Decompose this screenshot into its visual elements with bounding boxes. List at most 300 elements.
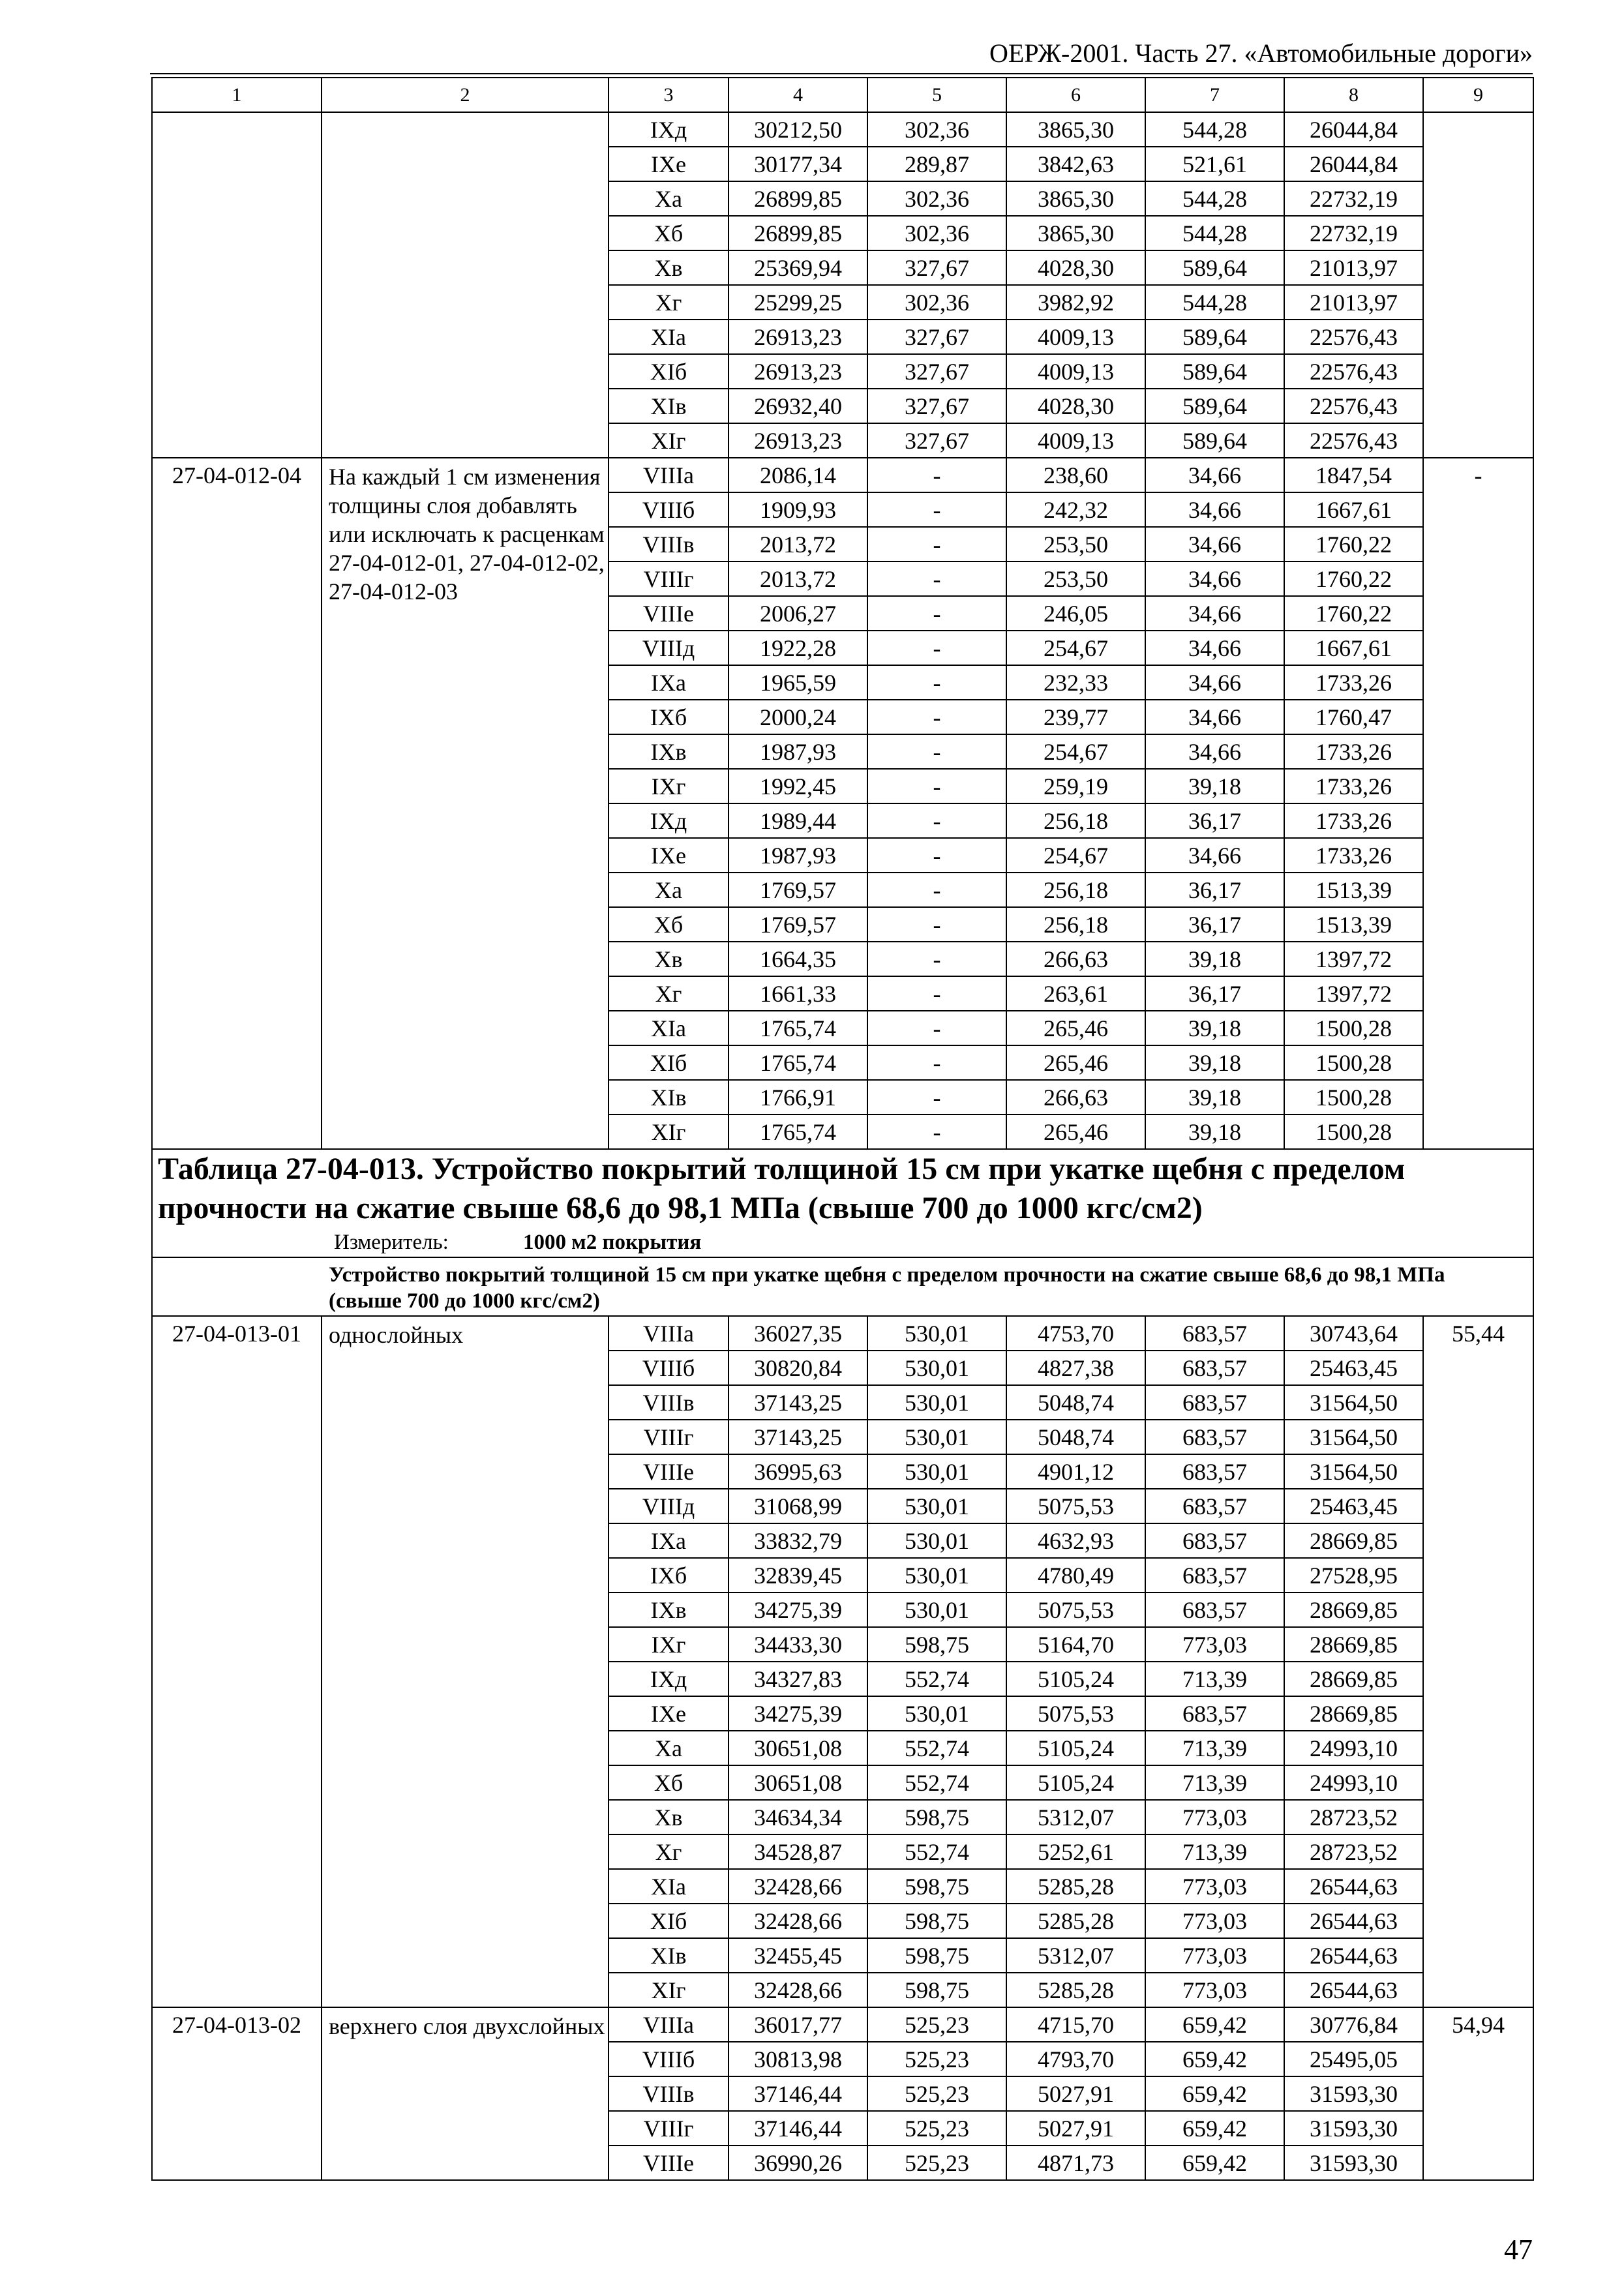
table-title-row	[152, 1149, 1533, 1257]
table-cell: -	[867, 907, 1006, 942]
table-cell: 26913,23	[729, 423, 867, 458]
table-cell: 34,66	[1145, 631, 1284, 665]
table-cell: IXе	[609, 838, 729, 873]
table-cell: 36990,26	[729, 2146, 867, 2180]
table-cell: 1760,22	[1284, 527, 1423, 561]
table-cell: 525,23	[867, 2076, 1006, 2111]
table-cell: 5075,53	[1006, 1696, 1145, 1731]
table-cell: 302,36	[867, 216, 1006, 250]
table-cell: 27528,95	[1284, 1558, 1423, 1593]
table-cell: 265,46	[1006, 1045, 1145, 1080]
table-cell: 598,75	[867, 1800, 1006, 1834]
table-cell: 30743,64	[1284, 1316, 1423, 1351]
table-subtitle-row	[152, 1257, 1533, 1316]
table-title-cell	[152, 1149, 1533, 1257]
table-cell: 1667,61	[1284, 492, 1423, 527]
table-cell: 1760,47	[1284, 700, 1423, 734]
table-cell: XIа	[609, 1869, 729, 1904]
table-cell: 34,66	[1145, 700, 1284, 734]
table-cell: XIв	[609, 389, 729, 423]
table-cell: -	[867, 976, 1006, 1011]
table-cell: 28669,85	[1284, 1627, 1423, 1662]
table-cell: IXб	[609, 1558, 729, 1593]
table-cell: 525,23	[867, 2146, 1006, 2180]
table-cell: 773,03	[1145, 1869, 1284, 1904]
table-cell: 36,17	[1145, 803, 1284, 838]
table-cell: 713,39	[1145, 1765, 1284, 1800]
table-cell: VIIIг	[609, 2111, 729, 2146]
table-cell: VIIIа	[609, 458, 729, 492]
table-cell: IXд	[609, 112, 729, 147]
table-cell: 1989,44	[729, 803, 867, 838]
table-cell: -	[867, 665, 1006, 700]
table-cell: 530,01	[867, 1489, 1006, 1523]
table-cell: Xг	[609, 1834, 729, 1869]
table-cell: VIIIг	[609, 561, 729, 596]
table-cell: 254,67	[1006, 631, 1145, 665]
table-cell: 31593,30	[1284, 2111, 1423, 2146]
table-cell: 32428,66	[729, 1904, 867, 1938]
table-cell: -	[867, 734, 1006, 769]
table-cell: 256,18	[1006, 803, 1145, 838]
table-cell: 525,23	[867, 2111, 1006, 2146]
table-cell: 26544,63	[1284, 1904, 1423, 1938]
table-cell: 1765,74	[729, 1115, 867, 1149]
table-cell: 1765,74	[729, 1011, 867, 1045]
table-cell: 256,18	[1006, 907, 1145, 942]
table-cell: 3842,63	[1006, 147, 1145, 181]
table-cell: 21013,97	[1284, 250, 1423, 285]
table-cell: 5105,24	[1006, 1765, 1145, 1800]
table-cell: VIIIв	[609, 2076, 729, 2111]
table-cell: 34,66	[1145, 665, 1284, 700]
table-cell: 25463,45	[1284, 1489, 1423, 1523]
table-cell: 327,67	[867, 320, 1006, 354]
table-row	[152, 458, 1533, 492]
table-cell: 683,57	[1145, 1696, 1284, 1731]
table-cell: Xв	[609, 250, 729, 285]
table-cell: 2013,72	[729, 527, 867, 561]
table-cell: 36995,63	[729, 1454, 867, 1489]
table-cell: 253,50	[1006, 561, 1145, 596]
table-cell: 22732,19	[1284, 181, 1423, 216]
table-cell: 37146,44	[729, 2076, 867, 2111]
table-cell: 1513,39	[1284, 873, 1423, 907]
table-cell: 34,66	[1145, 734, 1284, 769]
rate-description: однослойных	[322, 1316, 609, 2007]
table-cell: 1765,74	[729, 1045, 867, 1080]
table-cell: 32428,66	[729, 1869, 867, 1904]
table-cell: 253,50	[1006, 527, 1145, 561]
table-cell: 5027,91	[1006, 2076, 1145, 2111]
table-cell: 659,42	[1145, 2111, 1284, 2146]
table-cell: 254,67	[1006, 838, 1145, 873]
table-cell: 5048,74	[1006, 1420, 1145, 1454]
table-cell: 26044,84	[1284, 112, 1423, 147]
table-cell: Xб	[609, 907, 729, 942]
table-cell: 26544,63	[1284, 1869, 1423, 1904]
table-cell: -	[867, 561, 1006, 596]
column-number: 5	[867, 78, 1006, 112]
table-cell: 544,28	[1145, 216, 1284, 250]
table-cell: 263,61	[1006, 976, 1145, 1011]
table-cell: 5312,07	[1006, 1938, 1145, 1973]
table-cell: 28723,52	[1284, 1834, 1423, 1869]
table-cell: 37143,25	[729, 1420, 867, 1454]
table-cell: XIг	[609, 1115, 729, 1149]
table-cell: -	[867, 942, 1006, 976]
table-cell: 683,57	[1145, 1351, 1284, 1385]
table-cell: 26044,84	[1284, 147, 1423, 181]
table-cell: IXд	[609, 1662, 729, 1696]
table-cell: VIIIд	[609, 1489, 729, 1523]
table-cell: 3982,92	[1006, 285, 1145, 320]
table-cell: 22576,43	[1284, 320, 1423, 354]
column-number: 2	[322, 78, 609, 112]
table-cell: 1500,28	[1284, 1011, 1423, 1045]
column-number: 6	[1006, 78, 1145, 112]
table-cell: 589,64	[1145, 354, 1284, 389]
table-cell: 25369,94	[729, 250, 867, 285]
table-cell: 31068,99	[729, 1489, 867, 1523]
table-cell: 3865,30	[1006, 216, 1145, 250]
labor-cost: 55,44	[1423, 1316, 1533, 2007]
table-cell: 525,23	[867, 2042, 1006, 2076]
table-cell: 525,23	[867, 2007, 1006, 2042]
table-cell: 28723,52	[1284, 1800, 1423, 1834]
table-cell: XIб	[609, 1904, 729, 1938]
column-number: 7	[1145, 78, 1284, 112]
table-cell: 22576,43	[1284, 423, 1423, 458]
table-cell: 26913,23	[729, 354, 867, 389]
table-cell: 22732,19	[1284, 216, 1423, 250]
table-cell: 302,36	[867, 112, 1006, 147]
meter-label: Измеритель:	[334, 1231, 449, 1254]
table-cell: 39,18	[1145, 942, 1284, 976]
column-number: 4	[729, 78, 867, 112]
table-cell: 1847,54	[1284, 458, 1423, 492]
table-cell: 530,01	[867, 1385, 1006, 1420]
table-cell: IXа	[609, 1523, 729, 1558]
table-cell: 22576,43	[1284, 354, 1423, 389]
page-number: 47	[1504, 2234, 1533, 2266]
table-cell: XIг	[609, 423, 729, 458]
table-cell: 659,42	[1145, 2076, 1284, 2111]
table-cell: 28669,85	[1284, 1696, 1423, 1731]
table-cell: IXв	[609, 1593, 729, 1627]
table-cell: 2006,27	[729, 596, 867, 631]
table-cell: IXв	[609, 734, 729, 769]
table-cell: 3865,30	[1006, 181, 1145, 216]
table-cell: 266,63	[1006, 1080, 1145, 1115]
table-cell: 589,64	[1145, 389, 1284, 423]
table-cell: 31564,50	[1284, 1420, 1423, 1454]
table-cell: 21013,97	[1284, 285, 1423, 320]
meter-line	[158, 1228, 1529, 1257]
table-cell: 683,57	[1145, 1523, 1284, 1558]
table-cell: 302,36	[867, 181, 1006, 216]
table-cell: 530,01	[867, 1420, 1006, 1454]
table-cell: 1733,26	[1284, 665, 1423, 700]
table-cell: -	[867, 769, 1006, 803]
table-cell: XIв	[609, 1080, 729, 1115]
table-cell: 327,67	[867, 354, 1006, 389]
table-cell: 28669,85	[1284, 1523, 1423, 1558]
table-cell: 544,28	[1145, 285, 1284, 320]
table-cell: 25495,05	[1284, 2042, 1423, 2076]
table-cell: 30813,98	[729, 2042, 867, 2076]
table-cell: 552,74	[867, 1731, 1006, 1765]
table-cell: 1733,26	[1284, 734, 1423, 769]
rate-code: 27-04-012-04	[152, 458, 322, 1149]
rate-code	[152, 112, 322, 458]
table-cell: 39,18	[1145, 769, 1284, 803]
table-cell: 683,57	[1145, 1420, 1284, 1454]
table-cell: 34,66	[1145, 492, 1284, 527]
table-cell: 34634,34	[729, 1800, 867, 1834]
table-cell: 530,01	[867, 1454, 1006, 1489]
table-cell: 34528,87	[729, 1834, 867, 1869]
table-cell: 5075,53	[1006, 1593, 1145, 1627]
table-cell: 36027,35	[729, 1316, 867, 1351]
table-cell: 5164,70	[1006, 1627, 1145, 1662]
table-cell: 39,18	[1145, 1011, 1284, 1045]
table-cell: 256,18	[1006, 873, 1145, 907]
table-cell: Xа	[609, 181, 729, 216]
table-cell: 659,42	[1145, 2146, 1284, 2180]
table-cell: 266,63	[1006, 942, 1145, 976]
table-cell: 25463,45	[1284, 1351, 1423, 1385]
table-cell: 26913,23	[729, 320, 867, 354]
table-cell: 327,67	[867, 389, 1006, 423]
table-cell: 598,75	[867, 1627, 1006, 1662]
table-cell: IXе	[609, 1696, 729, 1731]
table-cell: 5075,53	[1006, 1489, 1145, 1523]
table-cell: 683,57	[1145, 1385, 1284, 1420]
table-cell: 530,01	[867, 1593, 1006, 1627]
table-cell: 5105,24	[1006, 1731, 1145, 1765]
table-cell: 1987,93	[729, 734, 867, 769]
table-cell: 1664,35	[729, 942, 867, 976]
table-cell: -	[867, 458, 1006, 492]
table-cell: 30820,84	[729, 1351, 867, 1385]
table-cell: 1661,33	[729, 976, 867, 1011]
table-cell: 4009,13	[1006, 423, 1145, 458]
table-cell: 34,66	[1145, 561, 1284, 596]
table-cell: 25299,25	[729, 285, 867, 320]
table-cell: IXе	[609, 147, 729, 181]
table-cell: VIIIе	[609, 1454, 729, 1489]
table-cell: 1760,22	[1284, 596, 1423, 631]
table-cell: 37143,25	[729, 1385, 867, 1420]
column-number-row	[152, 78, 1533, 112]
table-cell: 242,32	[1006, 492, 1145, 527]
table-cell: VIIIа	[609, 1316, 729, 1351]
table-cell: 24993,10	[1284, 1765, 1423, 1800]
table-cell: Xв	[609, 942, 729, 976]
rate-code: 27-04-013-02	[152, 2007, 322, 2180]
table-cell: 246,05	[1006, 596, 1145, 631]
table-cell: 4009,13	[1006, 320, 1145, 354]
table-cell: 39,18	[1145, 1115, 1284, 1149]
table-cell: 239,77	[1006, 700, 1145, 734]
table-cell: 598,75	[867, 1869, 1006, 1904]
table-cell: 4793,70	[1006, 2042, 1145, 2076]
table-cell: 598,75	[867, 1904, 1006, 1938]
table-cell: 31564,50	[1284, 1454, 1423, 1489]
table-cell: 5285,28	[1006, 1869, 1145, 1904]
table-cell: 30651,08	[729, 1731, 867, 1765]
table-cell: 32428,66	[729, 1973, 867, 2007]
table-title: Таблица 27-04-013. Устройство покрытий толщиной 15 см при укатке щебня с пределом прочности на сжатие свыше 68,6 до 98,1 МПа (свыше 700 до 1000 кгс/см2)	[158, 1152, 1406, 1225]
column-number: 1	[152, 78, 322, 112]
table-cell: 1992,45	[729, 769, 867, 803]
table-row	[152, 1316, 1533, 1351]
table-cell: VIIIб	[609, 2042, 729, 2076]
table-cell: 1733,26	[1284, 803, 1423, 838]
table-cell: 2000,24	[729, 700, 867, 734]
table-cell: 1500,28	[1284, 1115, 1423, 1149]
table-cell: -	[867, 596, 1006, 631]
table-cell: 26544,63	[1284, 1938, 1423, 1973]
table-cell: 39,18	[1145, 1045, 1284, 1080]
table-cell: 598,75	[867, 1973, 1006, 2007]
table-cell: 1987,93	[729, 838, 867, 873]
table-cell: -	[867, 838, 1006, 873]
table-cell: 1766,91	[729, 1080, 867, 1115]
table-cell: -	[867, 803, 1006, 838]
table-cell: 4871,73	[1006, 2146, 1145, 2180]
table-cell: 26899,85	[729, 216, 867, 250]
rate-code: 27-04-013-01	[152, 1316, 322, 2007]
table-cell: VIIIа	[609, 2007, 729, 2042]
table-row	[152, 112, 1533, 147]
table-cell: 2013,72	[729, 561, 867, 596]
table-cell: 327,67	[867, 423, 1006, 458]
table-cell: 5285,28	[1006, 1973, 1145, 2007]
table-cell: Xб	[609, 216, 729, 250]
table-cell: 31593,30	[1284, 2146, 1423, 2180]
table-cell: VIIIе	[609, 596, 729, 631]
table-cell: Xв	[609, 1800, 729, 1834]
page-header: ОЕРЖ-2001. Часть 27. «Автомобильные дороги»	[150, 34, 1533, 74]
table-cell: 683,57	[1145, 1558, 1284, 1593]
table-cell: 1397,72	[1284, 942, 1423, 976]
table-cell: 1397,72	[1284, 976, 1423, 1011]
table-cell: 32839,45	[729, 1558, 867, 1593]
labor-cost: -	[1423, 458, 1533, 1149]
table-cell: 713,39	[1145, 1731, 1284, 1765]
table-cell: 530,01	[867, 1351, 1006, 1385]
table-cell: -	[867, 1045, 1006, 1080]
table-cell: 1500,28	[1284, 1080, 1423, 1115]
table-cell: VIIIб	[609, 1351, 729, 1385]
table-cell: 552,74	[867, 1662, 1006, 1696]
table-cell: 254,67	[1006, 734, 1145, 769]
table-cell: 36017,77	[729, 2007, 867, 2042]
table-cell: 1909,93	[729, 492, 867, 527]
table-cell: 265,46	[1006, 1011, 1145, 1045]
table-cell: Xа	[609, 873, 729, 907]
table-cell: VIIIб	[609, 492, 729, 527]
table-row	[152, 2007, 1533, 2042]
table-cell: 4028,30	[1006, 389, 1145, 423]
table-cell: 1500,28	[1284, 1045, 1423, 1080]
table-cell: 521,61	[1145, 147, 1284, 181]
table-cell: 589,64	[1145, 320, 1284, 354]
table-cell: IXд	[609, 803, 729, 838]
table-cell: 773,03	[1145, 1800, 1284, 1834]
table-cell: 1965,59	[729, 665, 867, 700]
table-cell: 30177,34	[729, 147, 867, 181]
table-cell: 34,66	[1145, 596, 1284, 631]
table-cell: 1733,26	[1284, 769, 1423, 803]
table-cell: 530,01	[867, 1316, 1006, 1351]
table-cell: 552,74	[867, 1834, 1006, 1869]
table-cell: 28669,85	[1284, 1593, 1423, 1627]
table-cell: 32455,45	[729, 1938, 867, 1973]
table-cell: 5312,07	[1006, 1800, 1145, 1834]
table-cell: 24993,10	[1284, 1731, 1423, 1765]
table-cell: XIг	[609, 1973, 729, 2007]
table-cell: Xг	[609, 976, 729, 1011]
table-cell: 1760,22	[1284, 561, 1423, 596]
table-cell: 598,75	[867, 1938, 1006, 1973]
table-cell: -	[867, 631, 1006, 665]
column-number: 8	[1284, 78, 1423, 112]
table-cell: XIа	[609, 320, 729, 354]
table-cell: 530,01	[867, 1523, 1006, 1558]
table-cell: 683,57	[1145, 1316, 1284, 1351]
table-subtitle: Устройство покрытий толщиной 15 см при укатке щебня с пределом прочности на сжатие свыше 68,6 до 98,1 МПа (свыше 700 до 1000 кгс/см2)	[152, 1257, 1533, 1316]
table-cell: 36,17	[1145, 976, 1284, 1011]
table-cell: 1733,26	[1284, 838, 1423, 873]
table-cell: 683,57	[1145, 1489, 1284, 1523]
table-cell: 5027,91	[1006, 2111, 1145, 2146]
table-cell: Xа	[609, 1731, 729, 1765]
table-cell: 5105,24	[1006, 1662, 1145, 1696]
table-cell: 5285,28	[1006, 1904, 1145, 1938]
table-cell: 1769,57	[729, 873, 867, 907]
table-cell: 5048,74	[1006, 1385, 1145, 1420]
table-cell: 589,64	[1145, 250, 1284, 285]
table-cell: 30651,08	[729, 1765, 867, 1800]
labor-cost	[1423, 112, 1533, 458]
table-cell: 302,36	[867, 285, 1006, 320]
table-cell: 683,57	[1145, 1454, 1284, 1489]
table-cell: 31564,50	[1284, 1385, 1423, 1420]
table-cell: -	[867, 873, 1006, 907]
rate-description: На каждый 1 см изменения толщины слоя добавлять или исключать к расценкам 27-04-012-01, 27-04-012-02, 27-04-012-03	[322, 458, 609, 1149]
table-cell: 289,87	[867, 147, 1006, 181]
rate-description: верхнего слоя двухслойных	[322, 2007, 609, 2180]
table-cell: 36,17	[1145, 907, 1284, 942]
table-cell: -	[867, 700, 1006, 734]
table-cell: 26899,85	[729, 181, 867, 216]
table-cell: XIв	[609, 1938, 729, 1973]
table-cell: 34275,39	[729, 1696, 867, 1731]
table-cell: 773,03	[1145, 1938, 1284, 1973]
rate-description	[322, 112, 609, 458]
table-cell: 773,03	[1145, 1627, 1284, 1662]
table-cell: IXг	[609, 1627, 729, 1662]
table-cell: -	[867, 527, 1006, 561]
table-cell: 1513,39	[1284, 907, 1423, 942]
table-cell: -	[867, 1080, 1006, 1115]
table-body	[152, 78, 1533, 2180]
table-cell: 37146,44	[729, 2111, 867, 2146]
table-cell: 4009,13	[1006, 354, 1145, 389]
